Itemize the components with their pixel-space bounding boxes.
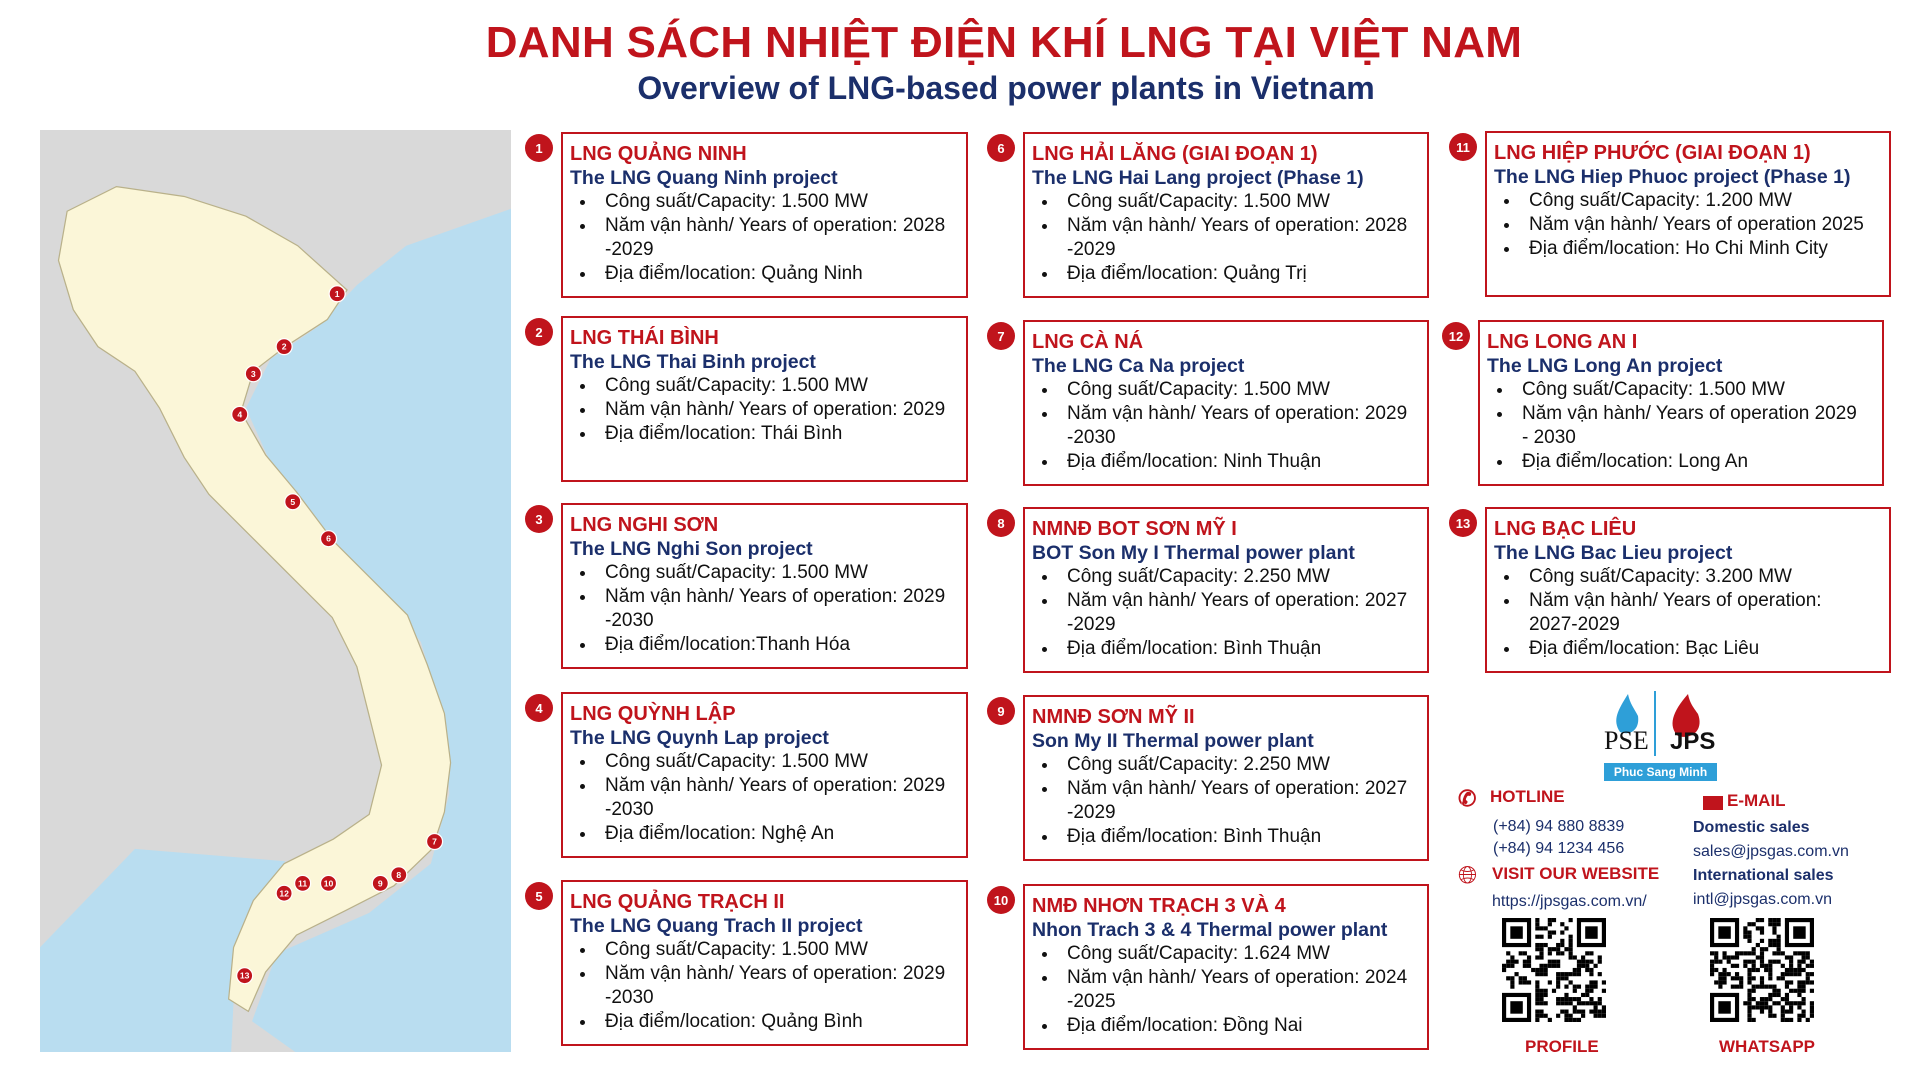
svg-text:13: 13	[239, 970, 250, 981]
plant-title: LNG HIỆP PHƯỚC (GIAI ĐOẠN 1)	[1494, 142, 1811, 164]
plant-number-badge: 2	[525, 318, 553, 346]
domestic-label: Domestic sales	[1693, 819, 1810, 836]
plant-title: NMNĐ SƠN MỸ II	[1032, 706, 1195, 728]
map-marker	[427, 834, 443, 850]
plant-details	[1032, 753, 1427, 849]
phone-2[interactable]: (+84) 94 1234 456	[1493, 840, 1625, 857]
plant-card	[1456, 131, 1891, 297]
whatsapp-label: WHATSAPP	[1719, 1037, 1816, 1056]
map-marker	[372, 875, 388, 891]
page-title: DANH SÁCH NHIỆT ĐIỆN KHÍ LNG TẠI VIỆT NAM	[485, 18, 1523, 67]
plant-number-badge: 4	[525, 694, 553, 722]
svg-text:1: 1	[334, 288, 340, 299]
plant-number-badge: 8	[987, 509, 1015, 537]
plant-years-of-operation: Năm vận hành/ Years of operation: 2029 -2030	[570, 774, 966, 822]
plant-title: LNG LONG AN I	[1487, 331, 1638, 353]
plant-details	[1032, 190, 1427, 286]
plant-location: Địa điểm/location: Ninh Thuận	[1032, 450, 1427, 474]
plant-subtitle: The LNG Nghi Son project	[570, 538, 813, 560]
plant-subtitle: The LNG Ca Na project	[1032, 355, 1245, 377]
plant-number-badge: 1	[525, 134, 553, 162]
plant-capacity: Công suất/Capacity: 1.624 MW	[1032, 942, 1427, 966]
plant-number-badge: 13	[1449, 509, 1477, 537]
plant-capacity: Công suất/Capacity: 1.500 MW	[570, 938, 966, 962]
plant-location: Địa điểm/location: Ho Chi Minh City	[1494, 237, 1889, 261]
map-marker	[329, 286, 345, 302]
plant-capacity: Công suất/Capacity: 1.500 MW	[570, 750, 966, 774]
plant-card	[1448, 320, 1884, 486]
plant-details	[1032, 378, 1427, 474]
globe-icon: 🌐︎	[1458, 862, 1478, 889]
map-marker	[391, 867, 407, 883]
map-marker	[232, 406, 248, 422]
plant-card	[997, 320, 1429, 486]
svg-text:2: 2	[281, 341, 287, 352]
plant-location: Địa điểm/location: Nghệ An	[570, 822, 966, 846]
plant-capacity: Công suất/Capacity: 1.500 MW	[1032, 378, 1427, 402]
plant-subtitle: The LNG Long An project	[1487, 355, 1723, 377]
plant-subtitle: The LNG Hai Lang project (Phase 1)	[1032, 167, 1364, 189]
plant-number-badge: 6	[987, 134, 1015, 162]
profile-label: PROFILE	[1525, 1037, 1599, 1056]
plant-subtitle: The LNG Quynh Lap project	[570, 727, 829, 749]
plant-card	[535, 316, 968, 482]
plant-details	[570, 190, 966, 286]
domestic-email[interactable]: sales@jpsgas.com.vn	[1693, 843, 1849, 860]
plant-card	[535, 692, 968, 858]
plant-details	[570, 374, 966, 446]
plant-capacity: Công suất/Capacity: 1.500 MW	[1487, 378, 1882, 402]
logo-jps: JPS	[1670, 728, 1716, 755]
page-subtitle: Overview of LNG-based power plants in Vietnam	[637, 70, 1375, 106]
svg-text:11: 11	[298, 878, 308, 889]
plant-number-badge: 3	[525, 505, 553, 533]
plant-location: Địa điểm/location: Bình Thuận	[1032, 637, 1427, 661]
website-label: VISIT OUR WEBSITE	[1492, 864, 1660, 883]
plant-years-of-operation: Năm vận hành/ Years of operation: 2028 -2029	[570, 214, 966, 262]
svg-text:3: 3	[250, 368, 256, 379]
plant-title: LNG NGHI SƠN	[570, 514, 719, 536]
plant-capacity: Công suất/Capacity: 1.500 MW	[1032, 190, 1427, 214]
plant-number-badge: 10	[987, 886, 1015, 914]
plant-years-of-operation: Năm vận hành/ Years of operation: 2029	[570, 398, 966, 422]
plant-capacity: Công suất/Capacity: 1.500 MW	[570, 190, 966, 214]
logo-pse: PSE	[1604, 726, 1649, 755]
vietnam-map	[40, 130, 511, 1052]
plant-card	[535, 880, 968, 1046]
plant-location: Địa điểm/location: Quảng Trị	[1032, 262, 1427, 286]
plant-details	[570, 561, 966, 657]
map-marker	[295, 875, 311, 891]
plant-subtitle: The LNG Bac Lieu project	[1494, 542, 1733, 564]
plant-number-badge: 5	[525, 882, 553, 910]
email-label: E-MAIL	[1727, 791, 1786, 810]
plant-details	[570, 938, 966, 1034]
plant-years-of-operation: Năm vận hành/ Years of operation: 2027-2029	[1494, 589, 1889, 637]
svg-text:9: 9	[377, 878, 383, 889]
plant-title: LNG BẠC LIÊU	[1494, 518, 1637, 540]
profile-qr-code[interactable]	[1502, 918, 1606, 1022]
plant-title: NMNĐ BOT SƠN MỸ I	[1032, 518, 1237, 540]
plant-capacity: Công suất/Capacity: 2.250 MW	[1032, 565, 1427, 589]
plant-location: Địa điểm/location: Quảng Bình	[570, 1010, 966, 1034]
logo-band: Phuc Sang Minh	[1604, 763, 1717, 781]
website-link[interactable]: https://jpsgas.com.vn/	[1492, 893, 1647, 910]
plant-capacity: Công suất/Capacity: 1.200 MW	[1494, 189, 1889, 213]
plant-card	[535, 503, 968, 669]
map-marker	[276, 339, 292, 355]
plant-location: Địa điểm/location: Bình Thuận	[1032, 825, 1427, 849]
svg-text:8: 8	[396, 869, 402, 880]
plant-card	[997, 695, 1429, 861]
plant-number-badge: 12	[1442, 322, 1470, 350]
map-marker	[276, 885, 292, 901]
plant-years-of-operation: Năm vận hành/ Years of operation: 2029 -2030	[1032, 402, 1427, 450]
company-logo	[1600, 686, 1720, 782]
plant-years-of-operation: Năm vận hành/ Years of operation 2029 - 2030	[1487, 402, 1882, 450]
plant-number-badge: 11	[1449, 133, 1477, 161]
plant-years-of-operation: Năm vận hành/ Years of operation: 2029 -2030	[570, 962, 966, 1010]
plant-capacity: Công suất/Capacity: 1.500 MW	[570, 374, 966, 398]
plant-years-of-operation: Năm vận hành/ Years of operation: 2028 -2029	[1032, 214, 1427, 262]
plant-subtitle: BOT Son My I Thermal power plant	[1032, 542, 1355, 564]
phone-1[interactable]: (+84) 94 880 8839	[1493, 818, 1625, 835]
plant-title: LNG QUẢNG NINH	[570, 143, 747, 165]
plant-location: Địa điểm/location: Thái Bình	[570, 422, 966, 446]
plant-capacity: Công suất/Capacity: 2.250 MW	[1032, 753, 1427, 777]
hotline-label: HOTLINE	[1490, 787, 1565, 806]
svg-text:4: 4	[237, 409, 243, 420]
plant-location: Địa điểm/location: Long An	[1487, 450, 1882, 474]
plant-capacity: Công suất/Capacity: 3.200 MW	[1494, 565, 1889, 589]
map-marker	[237, 968, 253, 984]
plant-number-badge: 7	[987, 322, 1015, 350]
plant-card	[997, 507, 1429, 673]
plant-details	[1032, 942, 1427, 1038]
mail-icon	[1703, 796, 1723, 810]
plant-location: Địa điểm/location: Đồng Nai	[1032, 1014, 1427, 1038]
svg-text:7: 7	[432, 836, 437, 847]
plant-title: LNG QUỲNH LẬP	[570, 703, 736, 725]
phone-icon: ✆	[1458, 786, 1477, 811]
plant-subtitle: Nhon Trach 3 & 4 Thermal power plant	[1032, 919, 1388, 941]
map-marker	[321, 875, 337, 891]
intl-email[interactable]: intl@jpsgas.com.vn	[1693, 891, 1832, 908]
plant-location: Địa điểm/location: Bạc Liêu	[1494, 637, 1889, 661]
plant-title: NMĐ NHƠN TRẠCH 3 VÀ 4	[1032, 895, 1286, 917]
plant-years-of-operation: Năm vận hành/ Years of operation: 2029 -2030	[570, 585, 966, 633]
svg-text:10: 10	[323, 878, 334, 889]
svg-text:6: 6	[326, 533, 331, 544]
plant-card	[535, 132, 968, 298]
plant-details	[570, 750, 966, 846]
whatsapp-qr-code[interactable]	[1710, 918, 1814, 1022]
plant-card	[997, 132, 1429, 298]
plant-details	[1494, 189, 1889, 261]
intl-label: International sales	[1693, 867, 1834, 884]
plant-details	[1494, 565, 1889, 661]
plant-title: LNG QUẢNG TRẠCH II	[570, 891, 785, 913]
plant-location: Địa điểm/location: Quảng Ninh	[570, 262, 966, 286]
plant-location: Địa điểm/location:Thanh Hóa	[570, 633, 966, 657]
plant-details	[1032, 565, 1427, 661]
plant-subtitle: The LNG Thai Binh project	[570, 351, 816, 373]
svg-text:12: 12	[279, 888, 289, 899]
plant-title: LNG THÁI BÌNH	[570, 327, 719, 349]
plant-years-of-operation: Năm vận hành/ Years of operation: 2027 -2029	[1032, 589, 1427, 637]
plant-title: LNG HẢI LĂNG (GIAI ĐOẠN 1)	[1032, 143, 1318, 165]
plant-number-badge: 9	[987, 697, 1015, 725]
plant-details	[1487, 378, 1882, 474]
plant-years-of-operation: Năm vận hành/ Years of operation 2025	[1494, 213, 1889, 237]
plant-subtitle: The LNG Quang Trach II project	[570, 915, 863, 937]
map-marker	[285, 494, 301, 510]
map-marker	[245, 366, 261, 382]
plant-card	[1455, 507, 1891, 673]
plant-subtitle: The LNG Quang Ninh project	[570, 167, 838, 189]
plant-subtitle: The LNG Hiep Phuoc project (Phase 1)	[1494, 166, 1851, 188]
plant-subtitle: Son My II Thermal power plant	[1032, 730, 1314, 752]
plant-title: LNG CÀ NÁ	[1032, 331, 1144, 353]
plant-years-of-operation: Năm vận hành/ Years of operation: 2024 -2025	[1032, 966, 1427, 1014]
svg-text:5: 5	[290, 496, 296, 507]
plant-card	[993, 884, 1429, 1050]
map-marker	[321, 531, 337, 547]
plant-capacity: Công suất/Capacity: 1.500 MW	[570, 561, 966, 585]
plant-years-of-operation: Năm vận hành/ Years of operation: 2027 -2029	[1032, 777, 1427, 825]
